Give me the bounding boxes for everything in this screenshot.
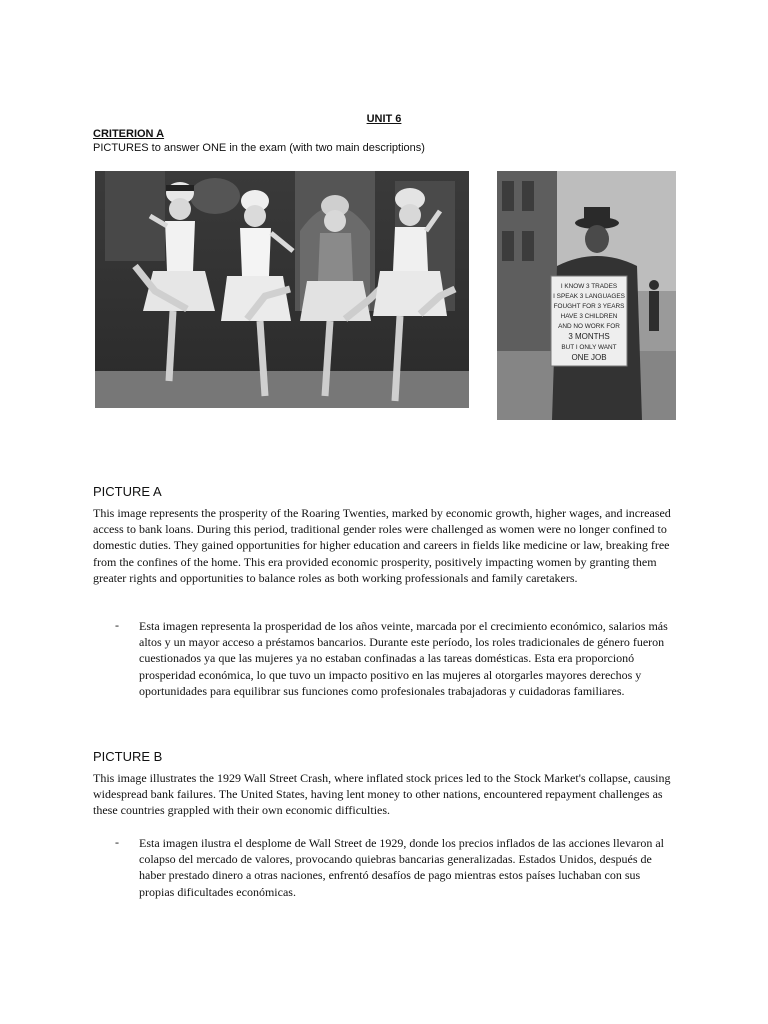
- sign-line: I KNOW 3 TRADES: [560, 283, 618, 290]
- picture-b-heading: PICTURE B: [93, 749, 163, 764]
- bullet-marker: -: [115, 835, 119, 849]
- flapper-dancers-illustration: [95, 171, 469, 408]
- picture-b-spanish-description: Esta imagen ilustra el desplome de Wall Street de 1929, donde los precios inflados de las acciones llevaron al colapso del mercado de valores, provocando quiebras bancarias generalizadas. Estados Unidos, después de haber prestado dinero a otras naciones, enfrentó desafíos de pago mientras estos países luchaban con sus propias dificultades económicas.: [139, 836, 664, 899]
- unemployed-man-illustration: [497, 171, 676, 420]
- criterion-heading: CRITERION A: [93, 128, 165, 140]
- sign-line: FOUGHT FOR 3 YEARS: [553, 303, 625, 310]
- sign-text: [553, 283, 625, 362]
- picture-a-heading: PICTURE A: [93, 484, 162, 499]
- photo-unemployed-man: [497, 171, 676, 420]
- picture-a-description: This image represents the prosperity of the Roaring Twenties, marked by economic growth, higher wages, and increased access to bank loans. During this period, traditional gender roles were challenged as women were no longer confined to domestic duties. They gained opportunities for higher education and careers in fields like medicine or law, breaking free from the confines of the home. This era provided economic prosperity, positively impacting women by granting them greater rights and opportunities to balance roles as both working professionals and family caretakers.: [93, 506, 671, 585]
- picture-b-description: This image illustrates the 1929 Wall Street Crash, where inflated stock prices led to the Stock Market's collapse, causing widespread bank failures. The United States, having lent money to other nations, encountered repayment challenges as these countries grappled with their own economic difficulties.: [93, 771, 671, 818]
- sign-line: HAVE 3 CHILDREN: [560, 313, 618, 320]
- sign-line: I SPEAK 3 LANGUAGES: [553, 293, 625, 300]
- photo-flapper-dancers: [95, 171, 469, 408]
- unit-title: UNIT 6: [366, 113, 402, 125]
- bullet-marker: -: [115, 618, 119, 632]
- sign-line: ONE JOB: [571, 353, 607, 362]
- sign-line: BUT I ONLY WANT: [561, 344, 617, 351]
- sign-line: 3 MONTHS: [568, 332, 610, 341]
- instructions-text: PICTURES to answer ONE in the exam (with two main descriptions): [93, 142, 425, 154]
- picture-a-spanish-description: Esta imagen representa la prosperidad de los años veinte, marcada por el crecimiento económico, salarios más altos y un mayor acceso a préstamos bancarios. Durante este período, los roles tradicionales de género fueron cuestionados ya que las mujeres ya no estaban confinadas a las tareas domésticas. Esta era proporcionó prosperidad económica, lo que tuvo un impacto positivo en las mujeres al otorgarles mayores derechos y oportunidades para equilibrar sus funciones como profesionales trabajadoras y cuidadoras familiares.: [139, 619, 668, 698]
- sign-line: AND NO WORK FOR: [558, 323, 620, 330]
